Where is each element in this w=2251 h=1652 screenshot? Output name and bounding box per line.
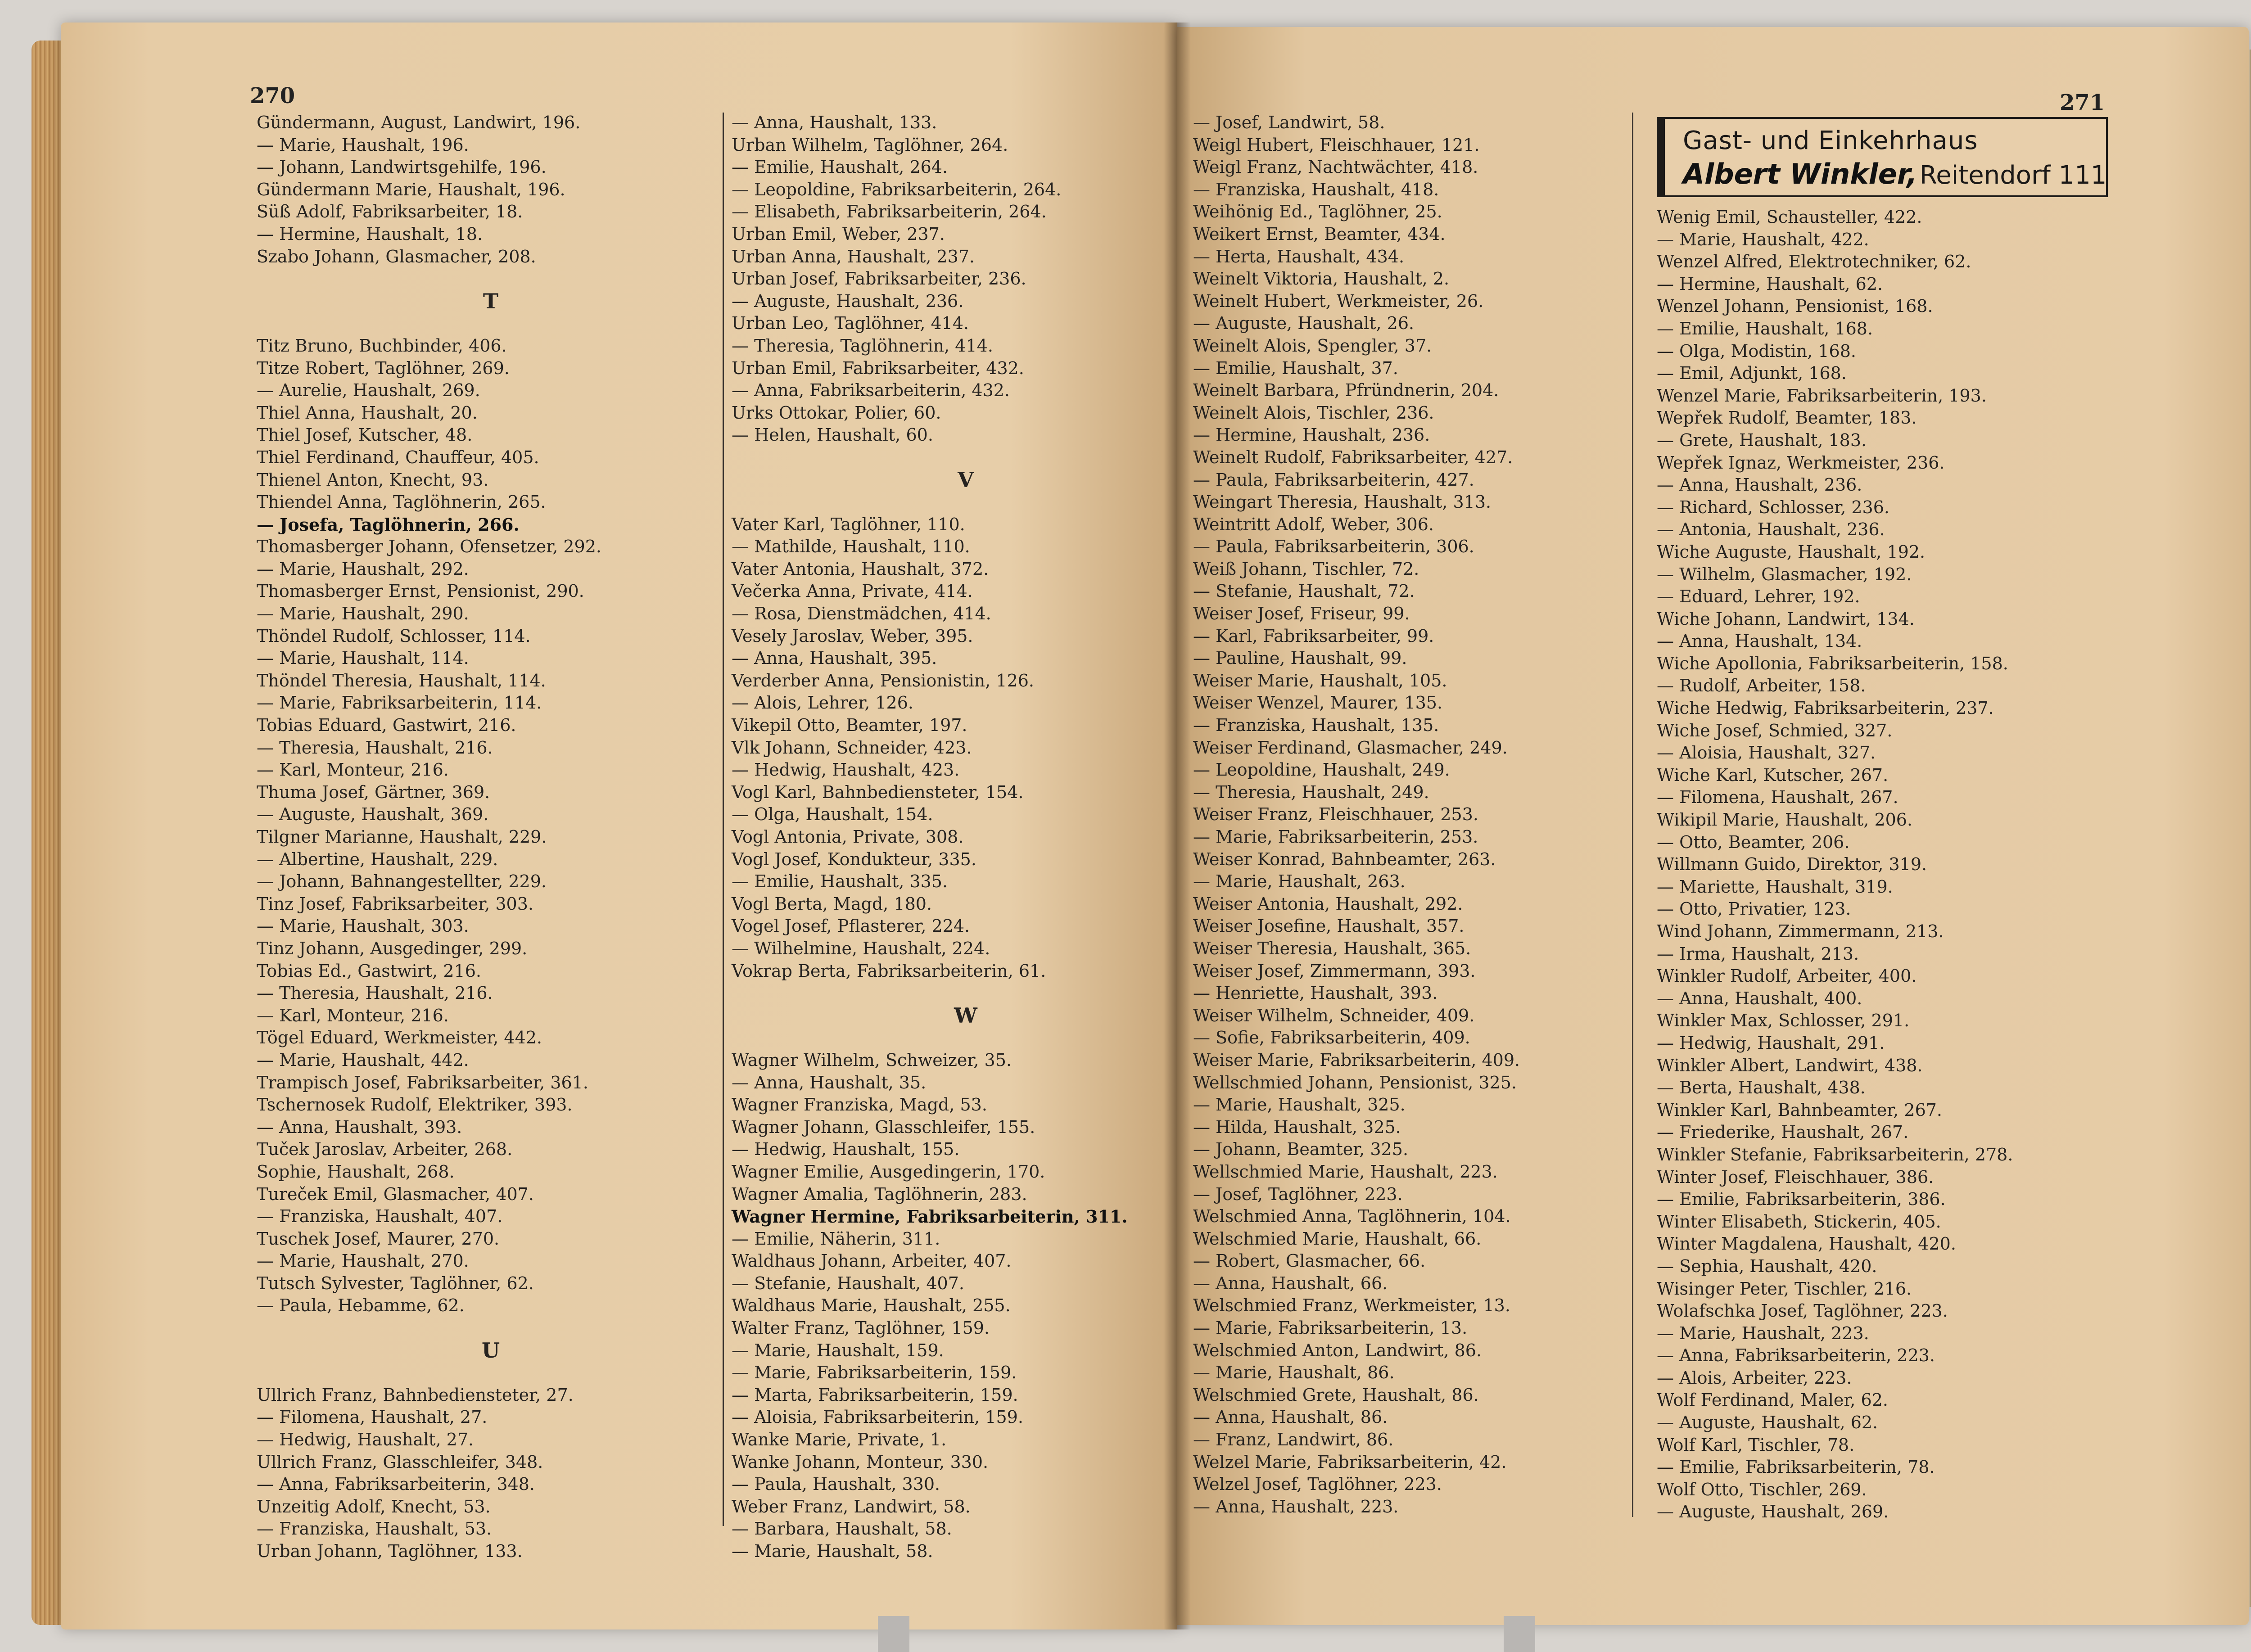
directory-entry: — Marie, Haushalt, 159. xyxy=(732,1340,944,1360)
directory-entry: Gündermann, August, Landwirt, 196. xyxy=(257,113,581,132)
directory-entry: — Stefanie, Haushalt, 72. xyxy=(1193,581,1415,601)
spacer xyxy=(257,268,725,290)
directory-entry: — Marie, Haushalt, 196. xyxy=(257,135,469,155)
directory-entry: — Wilhelmine, Haushalt, 224. xyxy=(732,938,990,958)
directory-entry: Urks Ottokar, Polier, 60. xyxy=(732,402,941,423)
directory-entry: Welzel Marie, Fabriksarbeiterin, 42. xyxy=(1193,1452,1507,1472)
directory-entry: — Karl, Monteur, 216. xyxy=(257,760,449,780)
ad-owner-name: Albert Winkler, xyxy=(1683,158,1917,190)
directory-entry: — Karl, Monteur, 216. xyxy=(257,1005,449,1025)
column-divider xyxy=(723,113,724,1526)
directory-entry: Willmann Guido, Direktor, 319. xyxy=(1657,854,1927,875)
right-page-column-2 xyxy=(1657,206,2107,1523)
directory-entry: Weinelt Alois, Spengler, 37. xyxy=(1193,335,1432,356)
book-clip-left xyxy=(878,1616,909,1652)
spacer xyxy=(257,312,725,335)
directory-entry: Weinelt Rudolf, Fabriksarbeiter, 427. xyxy=(1193,447,1513,467)
directory-entry: — Mariette, Haushalt, 319. xyxy=(1657,876,1893,897)
directory-entry: Weiser Antonia, Haushalt, 292. xyxy=(1193,894,1463,914)
left-page-column-2 xyxy=(732,112,1200,1563)
directory-entry: — Hedwig, Haushalt, 423. xyxy=(732,760,960,780)
directory-entry: Weber Franz, Landwirt, 58. xyxy=(732,1496,971,1517)
directory-entry: — Hermine, Haushalt, 236. xyxy=(1193,425,1430,445)
directory-entry: Vogl Antonia, Private, 308. xyxy=(732,827,964,847)
directory-entry: Wenzel Johann, Pensionist, 168. xyxy=(1657,296,1933,316)
directory-entry: — Marie, Haushalt, 114. xyxy=(257,648,469,668)
directory-entry: — Franziska, Haushalt, 53. xyxy=(257,1519,492,1539)
directory-entry: Urban Anna, Haushalt, 237. xyxy=(732,246,975,266)
directory-entry: — Emil, Adjunkt, 168. xyxy=(1657,363,1847,384)
directory-entry: — Anna, Fabriksarbeiterin, 432. xyxy=(732,380,1010,401)
directory-entry: Trampisch Josef, Fabriksarbeiter, 361. xyxy=(257,1072,588,1092)
directory-entry: — Robert, Glasmacher, 66. xyxy=(1193,1251,1426,1271)
right-page-number: 271 xyxy=(2060,90,2105,115)
directory-entry: Urban Josef, Fabriksarbeiter, 236. xyxy=(732,269,1026,289)
directory-entry: — Marie, Fabriksarbeiterin, 159. xyxy=(732,1363,1017,1383)
directory-entry: Verderber Anna, Pensionistin, 126. xyxy=(732,670,1034,691)
spacer xyxy=(257,1317,725,1340)
directory-entry: Titz Bruno, Buchbinder, 406. xyxy=(257,335,507,356)
directory-entry: Wellschmied Johann, Pensionist, 325. xyxy=(1193,1072,1517,1092)
directory-entry: Waldhaus Johann, Arbeiter, 407. xyxy=(732,1251,1012,1271)
directory-entry: Vogl Josef, Kondukteur, 335. xyxy=(732,849,976,869)
directory-entry: Thomasberger Ernst, Pensionist, 290. xyxy=(257,581,584,601)
directory-entry: Wolf Karl, Tischler, 78. xyxy=(1657,1435,1855,1455)
directory-entry: Weiser Marie, Haushalt, 105. xyxy=(1193,670,1447,691)
directory-entry: Weigl Hubert, Fleischhauer, 121. xyxy=(1193,135,1480,155)
directory-entry: — Aurelie, Haushalt, 269. xyxy=(257,380,480,401)
directory-entry: Tschernosek Rudolf, Elektriker, 393. xyxy=(257,1095,573,1115)
directory-entry: Thuma Josef, Gärtner, 369. xyxy=(257,782,490,802)
directory-entry: Weiser Wenzel, Maurer, 135. xyxy=(1193,693,1443,713)
directory-entry: Urban Johann, Taglöhner, 133. xyxy=(257,1541,523,1561)
directory-entry: Vesely Jaroslav, Weber, 395. xyxy=(732,626,973,646)
directory-entry: — Marta, Fabriksarbeiterin, 159. xyxy=(732,1385,1018,1405)
directory-entry: — Anna, Haushalt, 400. xyxy=(1657,988,1862,1008)
directory-entry: Winkler Rudolf, Arbeiter, 400. xyxy=(1657,966,1917,986)
directory-entry: — Marie, Haushalt, 223. xyxy=(1657,1323,1869,1343)
directory-entry: — Emilie, Haushalt, 264. xyxy=(732,157,948,177)
directory-entry: Tögel Eduard, Werkmeister, 442. xyxy=(257,1028,542,1048)
directory-entry: — Josef, Landwirt, 58. xyxy=(1193,113,1385,132)
directory-entry: Wanke Marie, Private, 1. xyxy=(732,1430,947,1450)
directory-entry: Weiser Ferdinand, Glasmacher, 249. xyxy=(1193,737,1508,758)
directory-entry: Gündermann Marie, Haushalt, 196. xyxy=(257,179,565,199)
directory-entry: — Rosa, Dienstmädchen, 414. xyxy=(732,604,991,624)
directory-entry: Vater Antonia, Haushalt, 372. xyxy=(732,559,989,579)
ad-location: Reitendorf 111 xyxy=(1919,161,2107,190)
directory-entry: — Richard, Schlosser, 236. xyxy=(1657,497,1889,517)
advertisement-box xyxy=(1657,117,2108,197)
directory-entry: Süß Adolf, Fabriksarbeiter, 18. xyxy=(257,202,523,222)
directory-entry: Ullrich Franz, Bahnbediensteter, 27. xyxy=(257,1385,574,1405)
directory-entry: Wiche Apollonia, Fabriksarbeiterin, 158. xyxy=(1657,653,2008,673)
directory-entry: — Leopoldine, Haushalt, 249. xyxy=(1193,760,1450,780)
directory-entry: — Marie, Fabriksarbeiterin, 13. xyxy=(1193,1318,1468,1338)
directory-entry: — Hedwig, Haushalt, 291. xyxy=(1657,1033,1885,1053)
directory-entry: Wanke Johann, Monteur, 330. xyxy=(732,1452,989,1472)
directory-entry: — Aloisia, Haushalt, 327. xyxy=(1657,743,1876,763)
directory-entry: Weintritt Adolf, Weber, 306. xyxy=(1193,514,1434,534)
directory-entry: — Hedwig, Haushalt, 27. xyxy=(257,1430,474,1450)
directory-entry: Szabo Johann, Glasmacher, 208. xyxy=(257,246,536,266)
directory-entry: Weinelt Alois, Tischler, 236. xyxy=(1193,402,1434,423)
directory-entry: — Elisabeth, Fabriksarbeiterin, 264. xyxy=(732,202,1047,222)
directory-entry: — Otto, Privatier, 123. xyxy=(1657,899,1851,919)
directory-entry: — Anna, Haushalt, 35. xyxy=(732,1072,927,1092)
directory-entry: — Anna, Haushalt, 223. xyxy=(1193,1496,1399,1517)
directory-entry: — Marie, Haushalt, 292. xyxy=(257,559,469,579)
directory-entry: — Irma, Haushalt, 213. xyxy=(1657,943,1859,964)
directory-entry: Wagner Hermine, Fabriksarbeiterin, 311. xyxy=(732,1206,1128,1227)
directory-entry: Weiser Marie, Fabriksarbeiterin, 409. xyxy=(1193,1050,1520,1070)
directory-entry: Wagner Wilhelm, Schweizer, 35. xyxy=(732,1050,1012,1070)
directory-entry: Vogl Berta, Magd, 180. xyxy=(732,894,932,914)
ad-business-type: Gast- und Einkehrhaus xyxy=(1683,126,1978,155)
directory-entry: — Emilie, Haushalt, 335. xyxy=(732,871,948,892)
directory-entry: — Auguste, Haushalt, 26. xyxy=(1193,313,1415,334)
directory-entry: Wikipil Marie, Haushalt, 206. xyxy=(1657,810,1913,830)
directory-entry: — Johann, Bahnangestellter, 229. xyxy=(257,871,547,892)
directory-entry: — Marie, Haushalt, 263. xyxy=(1193,871,1406,892)
directory-entry: Wenzel Alfred, Elektrotechniker, 62. xyxy=(1657,252,1971,272)
directory-entry: Wagner Franziska, Magd, 53. xyxy=(732,1095,987,1115)
directory-entry: Winkler Stefanie, Fabriksarbeiterin, 278. xyxy=(1657,1144,2013,1165)
directory-entry: — Auguste, Haushalt, 62. xyxy=(1657,1413,1878,1433)
directory-entry: — Alois, Arbeiter, 223. xyxy=(1657,1368,1852,1388)
directory-entry: — Emilie, Fabriksarbeiterin, 78. xyxy=(1657,1457,1935,1477)
directory-entry: — Auguste, Haushalt, 369. xyxy=(257,804,489,825)
directory-entry: Wiche Josef, Schmied, 327. xyxy=(1657,720,1893,740)
spacer xyxy=(732,447,1200,469)
directory-entry: Thiendel Anna, Taglöhnerin, 265. xyxy=(257,492,546,512)
directory-entry: — Sofie, Fabriksarbeiterin, 409. xyxy=(1193,1028,1470,1048)
directory-entry: — Franziska, Haushalt, 418. xyxy=(1193,179,1439,199)
directory-entry: — Anna, Haushalt, 133. xyxy=(732,113,937,132)
directory-entry: Vokrap Berta, Fabriksarbeiterin, 61. xyxy=(732,961,1046,981)
directory-entry: — Anna, Haushalt, 66. xyxy=(1193,1273,1388,1293)
directory-entry: — Marie, Haushalt, 86. xyxy=(1193,1363,1395,1383)
directory-entry: Thiel Anna, Haushalt, 20. xyxy=(257,402,478,423)
directory-entry: Wenig Emil, Schausteller, 422. xyxy=(1657,207,1922,227)
directory-entry: — Karl, Fabriksarbeiter, 99. xyxy=(1193,626,1434,646)
directory-entry: Wiche Karl, Kutscher, 267. xyxy=(1657,765,1889,785)
directory-entry: Weiser Josef, Friseur, 99. xyxy=(1193,604,1410,624)
directory-entry: — Johann, Landwirtsgehilfe, 196. xyxy=(257,157,547,177)
directory-entry: Weikert Ernst, Beamter, 434. xyxy=(1193,224,1446,244)
directory-entry: Vater Karl, Taglöhner, 110. xyxy=(732,514,965,534)
directory-entry: — Stefanie, Haushalt, 407. xyxy=(732,1273,964,1293)
book-clip-right xyxy=(1504,1616,1535,1652)
directory-entry: Wind Johann, Zimmermann, 213. xyxy=(1657,921,1944,941)
directory-entry: Urban Emil, Fabriksarbeiter, 432. xyxy=(732,358,1024,378)
directory-entry: Thienel Anton, Knecht, 93. xyxy=(257,469,489,490)
directory-entry: — Paula, Hebamme, 62. xyxy=(257,1295,465,1316)
directory-entry: Welschmied Franz, Werkmeister, 13. xyxy=(1193,1295,1510,1316)
directory-entry: — Josefa, Taglöhnerin, 266. xyxy=(257,514,520,535)
directory-entry: — Marie, Haushalt, 290. xyxy=(257,604,469,624)
directory-entry: — Eduard, Lehrer, 192. xyxy=(1657,587,1860,607)
directory-entry: — Paula, Fabriksarbeiterin, 427. xyxy=(1193,469,1474,490)
directory-entry: Welschmied Anna, Taglöhnerin, 104. xyxy=(1193,1206,1511,1227)
directory-entry: — Barbara, Haushalt, 58. xyxy=(732,1519,952,1539)
directory-entry: — Emilie, Haushalt, 168. xyxy=(1657,318,1873,339)
directory-entry: — Emilie, Fabriksarbeiterin, 386. xyxy=(1657,1189,1946,1210)
directory-entry: — Henriette, Haushalt, 393. xyxy=(1193,983,1438,1003)
directory-entry: Wolafschka Josef, Taglöhner, 223. xyxy=(1657,1301,1948,1321)
directory-entry: Weihönig Ed., Taglöhner, 25. xyxy=(1193,202,1442,222)
directory-entry: Wagner Amalia, Taglöhnerin, 283. xyxy=(732,1184,1027,1204)
directory-entry: Winkler Karl, Bahnbeamter, 267. xyxy=(1657,1100,1942,1120)
directory-entry: — Theresia, Haushalt, 249. xyxy=(1193,782,1429,802)
directory-entry: — Paula, Fabriksarbeiterin, 306. xyxy=(1193,537,1474,557)
directory-entry: Thomasberger Johann, Ofensetzer, 292. xyxy=(257,537,601,557)
directory-entry: — Anna, Haushalt, 86. xyxy=(1193,1407,1388,1427)
directory-entry: Tuschek Josef, Maurer, 270. xyxy=(257,1228,500,1249)
directory-entry: — Marie, Fabriksarbeiterin, 253. xyxy=(1193,827,1478,847)
directory-entry: — Filomena, Haushalt, 267. xyxy=(1657,787,1898,808)
directory-entry: Wisinger Peter, Tischler, 216. xyxy=(1657,1278,1912,1299)
directory-entry: Weiser Theresia, Haushalt, 365. xyxy=(1193,938,1471,958)
directory-entry: — Hilda, Haushalt, 325. xyxy=(1193,1117,1401,1137)
directory-entry: Weiser Josefine, Haushalt, 357. xyxy=(1193,916,1465,936)
directory-entry: Walter Franz, Taglöhner, 159. xyxy=(732,1318,990,1338)
directory-entry: — Wilhelm, Glasmacher, 192. xyxy=(1657,564,1912,584)
directory-entry: Titze Robert, Taglöhner, 269. xyxy=(257,358,510,378)
directory-entry: Thöndel Rudolf, Schlosser, 114. xyxy=(257,626,531,646)
directory-entry: Wagner Johann, Glasschleifer, 155. xyxy=(732,1117,1035,1137)
directory-entry: — Rudolf, Arbeiter, 158. xyxy=(1657,676,1866,696)
directory-entry: — Helen, Haushalt, 60. xyxy=(732,425,933,445)
directory-entry: Weiser Wilhelm, Schneider, 409. xyxy=(1193,1005,1475,1025)
directory-entry: — Hermine, Haushalt, 18. xyxy=(257,224,483,244)
spacer xyxy=(732,491,1200,514)
directory-entry: Wagner Emilie, Ausgedingerin, 170. xyxy=(732,1161,1045,1182)
directory-entry: — Auguste, Haushalt, 269. xyxy=(1657,1502,1889,1522)
directory-entry: Welschmied Grete, Haushalt, 86. xyxy=(1193,1385,1479,1405)
directory-entry: — Franziska, Haushalt, 407. xyxy=(257,1206,503,1227)
directory-entry: Vlk Johann, Schneider, 423. xyxy=(732,737,972,758)
directory-entry: Tobias Eduard, Gastwirt, 216. xyxy=(257,715,516,736)
directory-entry: — Friederike, Haushalt, 267. xyxy=(1657,1122,1909,1142)
directory-entry: Winter Elisabeth, Stickerin, 405. xyxy=(1657,1211,1941,1232)
directory-entry: Thiel Josef, Kutscher, 48. xyxy=(257,425,473,445)
directory-entry: — Alois, Lehrer, 126. xyxy=(732,693,913,713)
directory-entry: — Marie, Haushalt, 270. xyxy=(257,1251,469,1271)
directory-entry: — Anna, Haushalt, 393. xyxy=(257,1117,462,1137)
directory-entry: Vikepil Otto, Beamter, 197. xyxy=(732,715,967,736)
section-letter: V xyxy=(958,467,974,492)
directory-entry: — Marie, Haushalt, 303. xyxy=(257,916,469,936)
directory-entry: Tinz Johann, Ausgedinger, 299. xyxy=(257,938,528,958)
directory-entry: — Marie, Haushalt, 442. xyxy=(257,1050,469,1070)
directory-entry: Weingart Theresia, Haushalt, 313. xyxy=(1193,492,1492,512)
ad-owner-line xyxy=(1683,158,2106,190)
directory-entry: Wolf Otto, Tischler, 269. xyxy=(1657,1479,1867,1499)
directory-entry: Sophie, Haushalt, 268. xyxy=(257,1161,455,1182)
column-divider xyxy=(1632,113,1633,1517)
directory-entry: Winter Magdalena, Haushalt, 420. xyxy=(1657,1234,1956,1254)
directory-entry: — Theresia, Haushalt, 216. xyxy=(257,737,493,758)
spacer xyxy=(732,982,1200,1005)
directory-entry: — Anna, Haushalt, 395. xyxy=(732,648,937,668)
left-page-number: 270 xyxy=(250,83,295,108)
section-letter: T xyxy=(483,289,499,313)
directory-entry: Vogl Karl, Bahnbediensteter, 154. xyxy=(732,782,1024,802)
directory-entry: Tutsch Sylvester, Taglöhner, 62. xyxy=(257,1273,534,1293)
directory-entry: — Herta, Haushalt, 434. xyxy=(1193,246,1405,266)
directory-entry: — Marie, Haushalt, 422. xyxy=(1657,229,1869,249)
directory-entry: Tinz Josef, Fabriksarbeiter, 303. xyxy=(257,894,533,914)
directory-entry: Wepřek Ignaz, Werkmeister, 236. xyxy=(1657,452,1945,473)
right-page-column-1 xyxy=(1193,112,1634,1518)
directory-entry: Wellschmied Marie, Haushalt, 223. xyxy=(1193,1161,1498,1182)
directory-entry: Wepřek Rudolf, Beamter, 183. xyxy=(1657,408,1917,428)
directory-entry: Wiche Johann, Landwirt, 134. xyxy=(1657,609,1915,629)
directory-entry: — Olga, Haushalt, 154. xyxy=(732,804,933,825)
directory-entry: — Franziska, Haushalt, 135. xyxy=(1193,715,1439,736)
directory-entry: Tilgner Marianne, Haushalt, 229. xyxy=(257,827,547,847)
directory-entry: Urban Wilhelm, Taglöhner, 264. xyxy=(732,135,1008,155)
directory-entry: — Aloisia, Fabriksarbeiterin, 159. xyxy=(732,1407,1023,1427)
directory-entry: — Theresia, Haushalt, 216. xyxy=(257,983,493,1003)
directory-entry: Tobias Ed., Gastwirt, 216. xyxy=(257,961,481,981)
directory-entry: — Paula, Haushalt, 330. xyxy=(732,1474,940,1494)
directory-entry: — Emilie, Haushalt, 37. xyxy=(1193,358,1398,378)
directory-entry: Winkler Max, Schlosser, 291. xyxy=(1657,1011,1910,1031)
directory-entry: Tuček Jaroslav, Arbeiter, 268. xyxy=(257,1139,513,1160)
directory-entry: Urban Emil, Weber, 237. xyxy=(732,224,945,244)
directory-entry: Winkler Albert, Landwirt, 438. xyxy=(1657,1055,1923,1075)
directory-entry: Weigl Franz, Nachtwächter, 418. xyxy=(1193,157,1478,177)
directory-entry: Weinelt Viktoria, Haushalt, 2. xyxy=(1193,269,1450,289)
directory-entry: Welschmied Marie, Haushalt, 66. xyxy=(1193,1228,1482,1249)
directory-entry: Wolf Ferdinand, Maler, 62. xyxy=(1657,1390,1888,1410)
directory-entry: — Anna, Fabriksarbeiterin, 223. xyxy=(1657,1345,1935,1366)
directory-entry: Tureček Emil, Glasmacher, 407. xyxy=(257,1184,534,1204)
directory-entry: — Marie, Haushalt, 325. xyxy=(1193,1095,1406,1115)
spacer xyxy=(732,1027,1200,1049)
directory-entry: Welschmied Anton, Landwirt, 86. xyxy=(1193,1340,1482,1360)
directory-entry: Thiel Ferdinand, Chauffeur, 405. xyxy=(257,447,539,467)
directory-entry: — Filomena, Haushalt, 27. xyxy=(257,1407,488,1427)
directory-entry: — Auguste, Haushalt, 236. xyxy=(732,291,964,311)
directory-entry: Weiser Konrad, Bahnbeamter, 263. xyxy=(1193,849,1496,869)
directory-entry: — Marie, Fabriksarbeiterin, 114. xyxy=(257,693,542,713)
directory-entry: — Theresia, Taglöhnerin, 414. xyxy=(732,335,993,356)
section-letter: W xyxy=(954,1003,977,1028)
directory-entry: Wiche Auguste, Haushalt, 192. xyxy=(1657,542,1926,562)
directory-entry: — Marie, Haushalt, 58. xyxy=(732,1541,933,1561)
directory-entry: Welzel Josef, Taglöhner, 223. xyxy=(1193,1474,1442,1494)
directory-entry: — Berta, Haushalt, 438. xyxy=(1657,1078,1866,1098)
directory-entry: Unzeitig Adolf, Knecht, 53. xyxy=(257,1496,491,1517)
directory-entry: — Hermine, Haushalt, 62. xyxy=(1657,274,1883,294)
directory-entry: — Grete, Haushalt, 183. xyxy=(1657,430,1867,450)
directory-entry: — Josef, Taglöhner, 223. xyxy=(1193,1184,1403,1204)
directory-entry: — Anna, Haushalt, 236. xyxy=(1657,475,1862,495)
directory-entry: — Anna, Fabriksarbeiterin, 348. xyxy=(257,1474,535,1494)
directory-entry: Weiser Franz, Fleischhauer, 253. xyxy=(1193,804,1478,825)
directory-entry: — Franz, Landwirt, 86. xyxy=(1193,1430,1394,1450)
directory-entry: — Leopoldine, Fabriksarbeiterin, 264. xyxy=(732,179,1062,199)
directory-entry: — Pauline, Haushalt, 99. xyxy=(1193,648,1407,668)
directory-entry: Weiß Johann, Tischler, 72. xyxy=(1193,559,1419,579)
directory-entry: Weiser Josef, Zimmermann, 393. xyxy=(1193,961,1476,981)
directory-entry: Weinelt Barbara, Pfründnerin, 204. xyxy=(1193,380,1499,401)
directory-entry: Thöndel Theresia, Haushalt, 114. xyxy=(257,670,546,691)
directory-entry: Waldhaus Marie, Haushalt, 255. xyxy=(732,1295,1011,1316)
section-letter: U xyxy=(481,1338,500,1363)
directory-entry: — Antonia, Haushalt, 236. xyxy=(1657,519,1885,540)
directory-entry: — Olga, Modistin, 168. xyxy=(1657,341,1856,361)
directory-entry: — Otto, Beamter, 206. xyxy=(1657,832,1850,852)
spacer xyxy=(257,1362,725,1384)
directory-entry: — Albertine, Haushalt, 229. xyxy=(257,849,498,869)
directory-entry: Vogel Josef, Pflasterer, 224. xyxy=(732,916,970,936)
directory-entry: Urban Leo, Taglöhner, 414. xyxy=(732,313,969,334)
directory-entry: — Mathilde, Haushalt, 110. xyxy=(732,537,970,557)
directory-entry: — Johann, Beamter, 325. xyxy=(1193,1139,1409,1160)
directory-entry: — Anna, Haushalt, 134. xyxy=(1657,631,1862,651)
directory-entry: — Sephia, Haushalt, 420. xyxy=(1657,1256,1877,1276)
directory-entry: Wiche Hedwig, Fabriksarbeiterin, 237. xyxy=(1657,698,1994,718)
directory-entry: — Emilie, Näherin, 311. xyxy=(732,1228,940,1249)
directory-entry: Winter Josef, Fleischhauer, 386. xyxy=(1657,1167,1934,1187)
directory-entry: Weinelt Hubert, Werkmeister, 26. xyxy=(1193,291,1484,311)
directory-entry: Ullrich Franz, Glasschleifer, 348. xyxy=(257,1452,543,1472)
directory-entry: — Hedwig, Haushalt, 155. xyxy=(732,1139,960,1160)
left-page-column-1 xyxy=(257,112,725,1563)
directory-entry: Večerka Anna, Private, 414. xyxy=(732,581,973,601)
directory-entry: Wenzel Marie, Fabriksarbeiterin, 193. xyxy=(1657,385,1987,406)
